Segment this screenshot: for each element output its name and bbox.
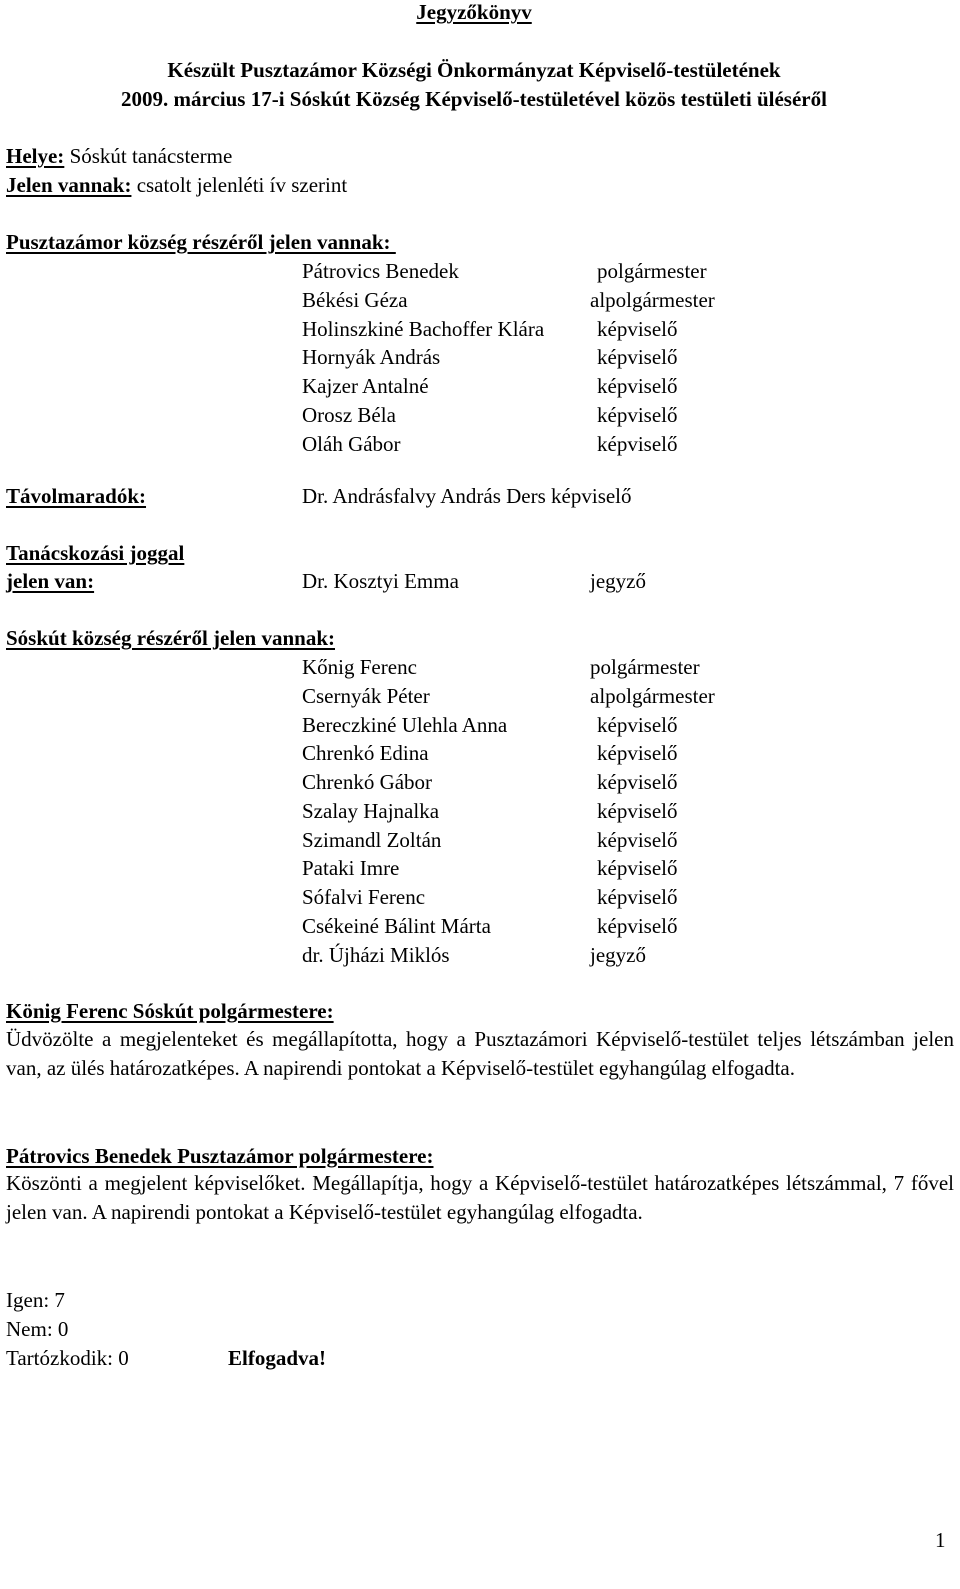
member-name: dr. Újházi Miklós (302, 943, 450, 967)
vote-yes: Igen: 7 (6, 1288, 65, 1312)
speech1-paragraph: Üdvözölte a megjelenteket és megállapította, hogy a Pusztazámori Képviselő-testület teljes létszámban jelen van, az ülés határozatképes. A napirendi pontokat a Képviselő-testület egyhangúlag elfogadta. (6, 1027, 954, 1080)
member-role: képviselő (597, 885, 678, 909)
advisory-name: Dr. Kosztyi Emma (302, 569, 459, 593)
member-name: Sófalvi Ferenc (302, 885, 426, 909)
absent-value: Dr. Andrásfalvy András Ders képviselő (302, 484, 632, 508)
member-name: Csékeiné Bálint Márta (302, 914, 491, 938)
advisory-role: jegyző (590, 569, 646, 593)
member-role: képviselő (597, 403, 678, 427)
member-name: Szimandl Zoltán (302, 828, 442, 852)
speech2-heading: Pátrovics Benedek Pusztazámor polgármestere: (6, 1144, 434, 1168)
vote-abstain: Tartózkodik: 0 (6, 1346, 129, 1370)
member-role: képviselő (597, 345, 678, 369)
member-name: Pátrovics Benedek (302, 259, 459, 283)
member-role: polgármester (597, 259, 707, 283)
present-label: Jelen vannak: (6, 173, 132, 197)
place-label: Helye: (6, 144, 65, 168)
member-name: Bereczkiné Ulehla Anna (302, 713, 508, 737)
advisory-label-line-2: jelen van: (6, 569, 95, 593)
member-role: képviselő (597, 770, 678, 794)
page-number: 1 (935, 1528, 946, 1552)
document-title: Jegyzőkönyv (416, 0, 532, 24)
subtitle-line-2: 2009. március 17-i Sóskút Község Képviselő-testületével közös testületi üléséről (121, 87, 827, 111)
member-name: Kajzer Antalné (302, 374, 429, 398)
vote-result: Elfogadva! (228, 1346, 327, 1370)
member-name: Chrenkó Edina (302, 741, 429, 765)
member-role: képviselő (597, 799, 678, 823)
member-role: képviselő (597, 741, 678, 765)
pusztazamor-heading: Pusztazámor község részéről jelen vannak: (6, 230, 396, 254)
member-name: Orosz Béla (302, 403, 396, 427)
speech1-heading: König Ferenc Sóskút polgármestere: (6, 999, 334, 1023)
place-line (6, 146, 232, 167)
place-value: Sóskút tanácsterme (64, 144, 233, 168)
member-role: képviselő (597, 856, 678, 880)
member-role: polgármester (590, 655, 700, 679)
absent-label: Távolmaradók: (6, 484, 147, 508)
member-role: képviselő (597, 828, 678, 852)
member-name: Csernyák Péter (302, 684, 430, 708)
member-role: képviselő (597, 914, 678, 938)
member-role: alpolgármester (590, 684, 715, 708)
subtitle-line-1: Készült Pusztazámor Községi Önkormányzat Képviselő-testületének (167, 58, 781, 82)
member-role: képviselő (597, 713, 678, 737)
advisory-label-line-1: Tanácskozási joggal (6, 541, 185, 565)
soskut-heading: Sóskút község részéről jelen vannak: (6, 626, 335, 650)
member-name: Holinszkiné Bachoffer Klára (302, 317, 545, 341)
member-name: Kőnig Ferenc (302, 655, 417, 679)
member-role: képviselő (597, 432, 678, 456)
member-name: Békési Géza (302, 288, 408, 312)
speech2-paragraph: Köszönti a megjelent képviselőket. Megállapítja, hogy a Képviselő-testület határozatképes létszámmal, 7 fővel jelen van. A napirendi pontokat a Képviselő-testület egyhangúlag elfogadta. (6, 1171, 954, 1224)
member-name: Pataki Imre (302, 856, 400, 880)
member-role: képviselő (597, 317, 678, 341)
present-line (6, 175, 347, 196)
member-name: Chrenkó Gábor (302, 770, 433, 794)
member-name: Oláh Gábor (302, 432, 401, 456)
vote-no: Nem: 0 (6, 1317, 69, 1341)
member-name: Hornyák András (302, 345, 441, 369)
member-name: Szalay Hajnalka (302, 799, 440, 823)
member-role: alpolgármester (590, 288, 715, 312)
present-value: csatolt jelenléti ív szerint (131, 173, 348, 197)
member-role: képviselő (597, 374, 678, 398)
member-role: jegyző (590, 943, 646, 967)
